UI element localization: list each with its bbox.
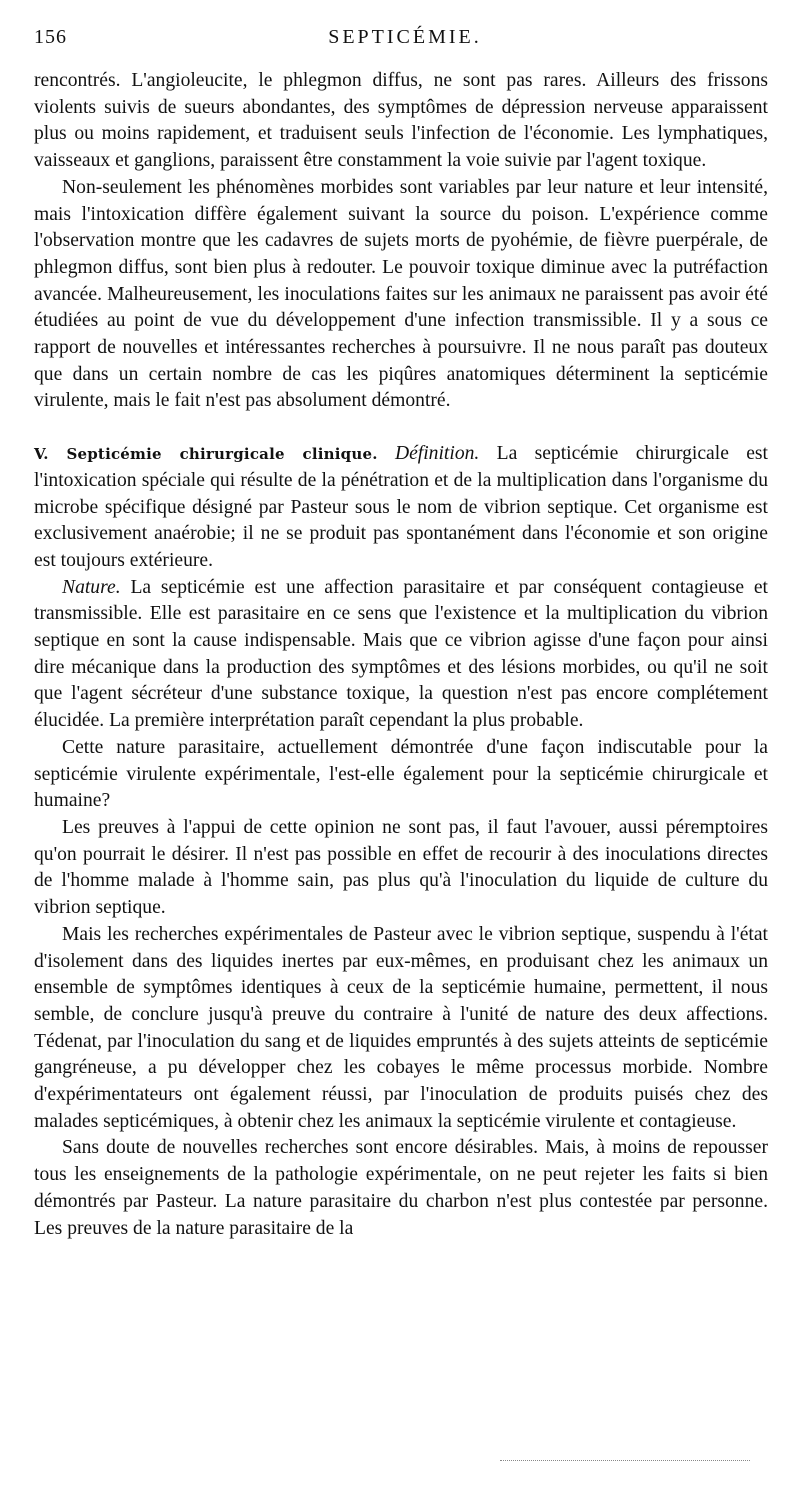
page-number: 156	[34, 26, 67, 48]
running-title: SEPTICÉMIE.	[328, 26, 482, 48]
paragraph: Non-seulement les phénomènes morbides sont variables par leur nature et leur intensité, mais l'intoxication diffère également suivant la source du poison. L'expérience comme l'observation montre que les cadavres de sujets morts de pyohémie, de fièvre puerpérale, de phlegmon diffus, sont bien plus à redouter. Le pouvoir toxique diminue avec la putréfaction avancée. Malheureusement, les inoculations faites sur les animaux ne paraissent pas avoir été étudiées au point de vue du développement d'une infection transmissible. Il y a sous ce rapport de nouvelles et intéressantes recherches à poursuivre. Il ne nous paraît pas douteux que dans un certain nombre de cas les piqûres anatomiques déterminent la septicémie virulente, mais le fait n'est pas absolument démontré.	[34, 176, 768, 412]
paragraph: Mais les recherches expérimentales de Pasteur avec le vibrion septique, suspendu à l'état d'isolement dans des liquides inertes par eux-mêmes, en produisant chez les animaux un ensemble de symptômes identiques à ceux de la septicémie humaine, permettent, il nous semble, de conclure jusqu'à preuve du contraire à l'unité de nature des deux affections. Tédenat, par l'inoculation du sang et de liquides empruntés à des sujets atteints de septicémie gangréneuse, a pu développer chez les cobayes le même processus morbide. Nombre d'expérimentateurs ont également réussi, par l'inoculation de produits puisés chez des malades septicémiques, à obtenir chez les animaux la septicémie virulente et contagieuse.	[34, 923, 768, 1132]
paragraph: Cette nature parasitaire, actuellement démontrée d'une façon indiscutable pour la septicémie virulente expérimentale, l'est-elle également pour la septicémie chirurgicale et humaine?	[34, 736, 768, 812]
section-nature	[34, 575, 768, 735]
paragraph: Les preuves à l'appui de cette opinion ne sont pas, il faut l'avouer, aussi péremptoires qu'on pourrait le désirer. Il n'est pas possible en effet de recourir à des inoculations directes de l'homme malade à l'homme sain, pas plus qu'à l'inoculation du liquide de culture du vibrion septique.	[34, 816, 768, 919]
section-heading: V. Septicémie chirurgicale clinique.	[34, 445, 378, 464]
paragraph-continuation: rencontrés. L'angioleucite, le phlegmon diffus, ne sont pas rares. Ailleurs des frissons violents suivis de sueurs abondantes, des symptômes de dépression nerveuse apparaissent plus ou moins rapidement, et traduisent seuls l'infection de l'économie. Les lymphatiques, vaisseaux et ganglions, paraissent être constamment la voie suivie par l'agent toxique.	[34, 70, 768, 172]
nature-label: Nature.	[62, 576, 121, 598]
nature-text: La septicémie est une affection parasitaire et par conséquent contagieuse et transmissible. Elle est parasitaire en ce sens que l'existence et la multiplication du vibrion septique en sont la cause indispensable. Mais que ce vibrion agisse d'une façon pour ainsi dire mécanique dans la production des symptômes et des lésions morbides, ou qu'il ne soit que l'agent sécréteur d'une substance toxique, la question n'est pas encore complétement élucidée. La première interprétation paraît cependant la plus probable.	[34, 576, 768, 732]
definition-text: La septicémie chirurgicale est l'intoxication spéciale qui résulte de la pénétration et de la multiplication dans l'organisme du microbe spécifique désigné par Pasteur sous le nom de vibrion septique. Cet organisme est exclusivement anaérobie; il ne se produit pas spontanément dans l'économie et son origine est toujours extérieure.	[34, 443, 768, 571]
definition-label: Définition.	[394, 443, 480, 465]
page-header	[34, 26, 776, 58]
paragraph: Sans doute de nouvelles recherches sont encore désirables. Mais, à moins de repousser tous les enseignements de la pathologie expérimentale, on ne peut rejeter les faits si bien démontrés par Pasteur. La nature parasitaire du charbon n'est plus contestée par personne. Les preuves de la nature parasitaire de la	[34, 1137, 768, 1239]
footer-rule	[500, 1460, 750, 1461]
page-body	[34, 68, 768, 1242]
section-definition	[34, 441, 768, 575]
